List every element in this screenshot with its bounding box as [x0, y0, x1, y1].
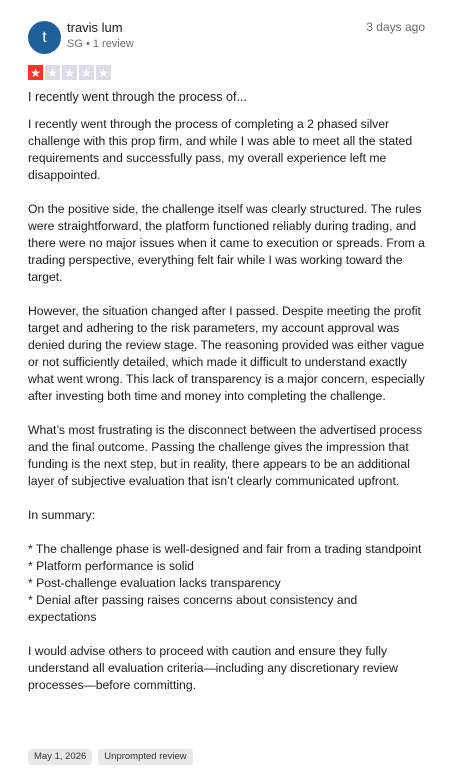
- review-headline[interactable]: I recently went through the process of...: [28, 90, 247, 104]
- star-icon: ★: [79, 65, 94, 80]
- review-body: [28, 116, 428, 711]
- review-paragraph: What’s most frustrating is the disconnect between the advertised process and the final outcome. Passing the challenge gives the impression that funding is the next step, but in reality, there appears to be an additional layer of subjective evaluation that isn’t clearly communicated upfront.: [28, 423, 423, 488]
- review-type-tag[interactable]: Unprompted review: [98, 749, 192, 765]
- review-bullet-list: * The challenge phase is well-designed and fair from a trading standpoint * Platform performance is solid * Post-challenge evaluation lacks transparency * Denial after passing raises concerns about consistency and expectations: [28, 542, 422, 624]
- review-paragraph: I would advise others to proceed with caution and ensure they fully understand all evaluation criteria—including any discretionary review processes—before committing.: [28, 644, 398, 692]
- star-icon: ★: [62, 65, 77, 80]
- review-date: 3 days ago: [366, 20, 425, 34]
- experience-date-tag: May 1, 2026: [28, 749, 92, 765]
- review-paragraph: I recently went through the process of completing a 2 phased silver challenge with this prop firm, and while I was able to meet all the stated requirements and successfully pass, my overall experience left me disappointed.: [28, 117, 413, 182]
- review-paragraph: On the positive side, the challenge itself was clearly structured. The rules were straightforward, the platform functioned reliably during trading, and there were no major issues when it came to execution or spreads. From a trading perspective, everything felt fair while I was working toward the target.: [28, 202, 425, 284]
- star-icon: ★: [28, 65, 43, 80]
- avatar[interactable]: t: [28, 21, 61, 54]
- star-icon: ★: [45, 65, 60, 80]
- review-tags: [28, 749, 193, 765]
- star-rating: [28, 65, 111, 80]
- review-paragraph: In summary:: [28, 508, 96, 522]
- reviewer-meta: SG • 1 review: [67, 38, 134, 50]
- reviewer-name[interactable]: travis lum: [67, 20, 123, 35]
- star-icon: ★: [96, 65, 111, 80]
- review-paragraph: However, the situation changed after I passed. Despite meeting the profit target and adhering to the risk parameters, my account approval was denied during the review stage. The reasoning provided was either vague or not sufficiently detailed, which made it difficult to understand exactly what went wrong. This lack of transparency is a major concern, especially after investing both time and money into completing the challenge.: [28, 304, 425, 403]
